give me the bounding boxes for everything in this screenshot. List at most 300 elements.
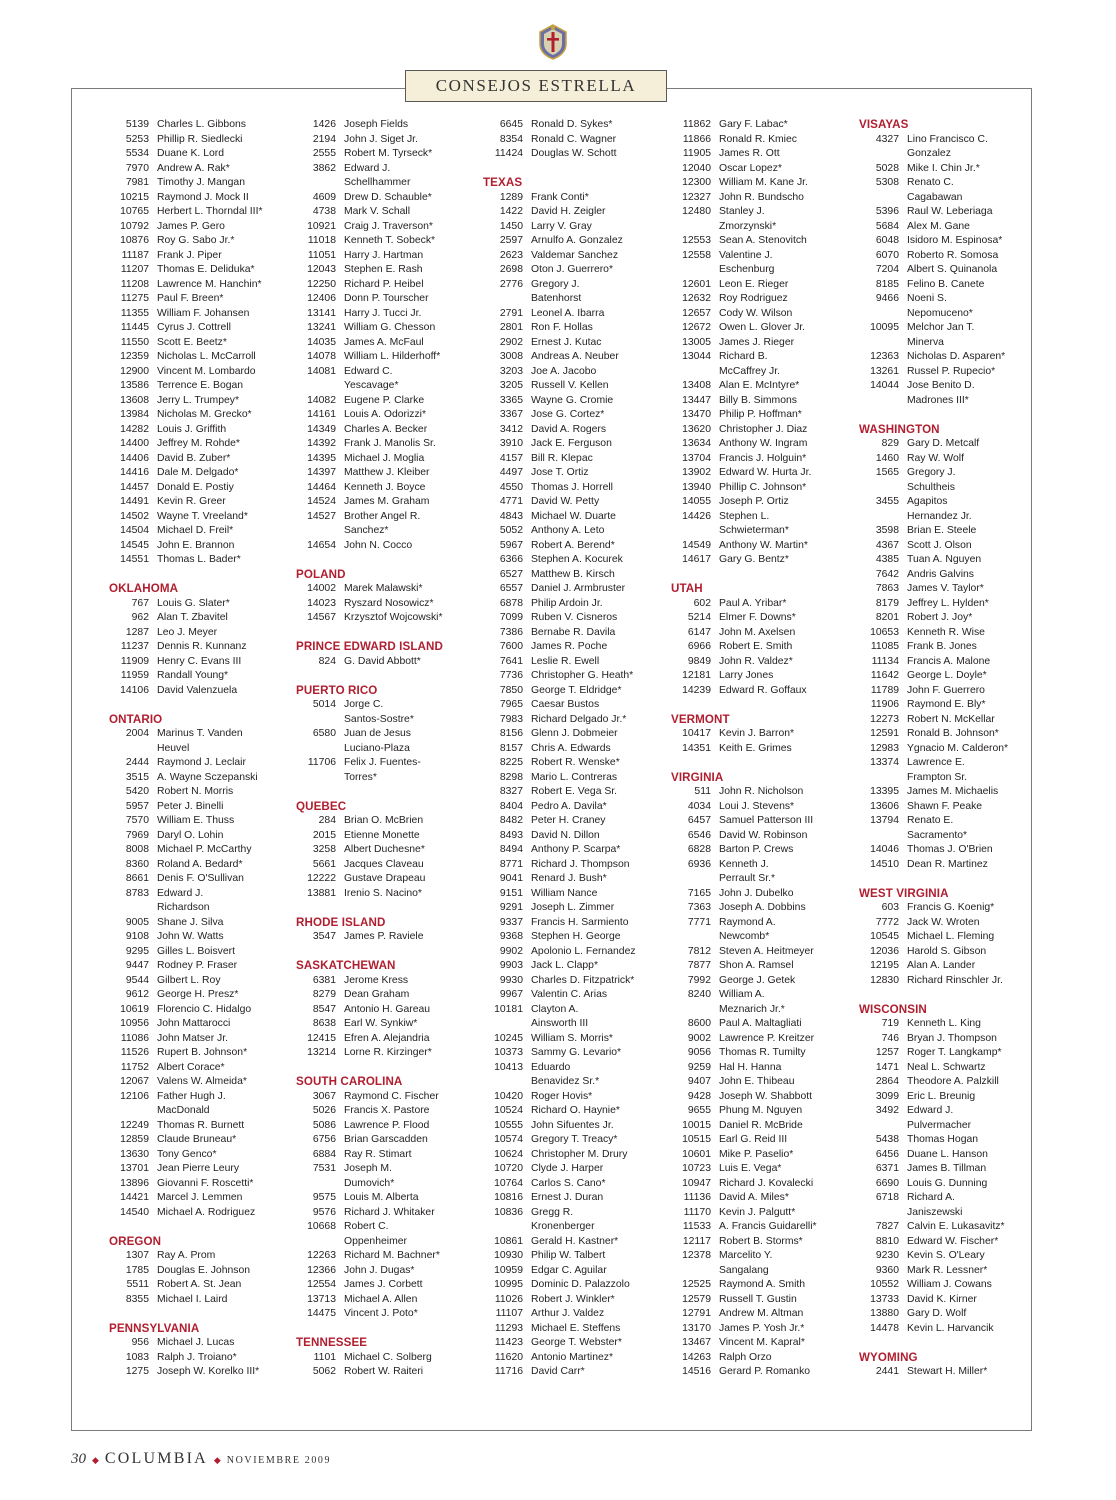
- council-number: 12195: [870, 960, 899, 971]
- grand-knight-name: Joseph W. Korelko III*: [157, 1366, 260, 1377]
- council-number: 5052: [499, 525, 523, 536]
- council-number: 1289: [499, 191, 523, 203]
- council-number: 4367: [875, 539, 899, 551]
- council-entry: [859, 742, 1008, 757]
- council-number: 11862: [682, 119, 711, 130]
- grand-knight-name: Jack L. Clapp*: [531, 960, 598, 971]
- council-entry: [483, 698, 636, 713]
- state-heading: PUERTO RICO: [296, 683, 378, 697]
- grand-knight-name: Frampton Sr.: [907, 771, 968, 783]
- grand-knight-name: MacDonald: [157, 1105, 210, 1116]
- grand-knight-name: Charles D. Fitzpatrick*: [531, 974, 635, 986]
- council-number: 10515: [682, 1134, 711, 1145]
- council-number: 6147: [687, 626, 711, 638]
- grand-knight-name: Frank J. Piper: [157, 249, 222, 261]
- council-entry: [859, 829, 1008, 844]
- council-entry: [483, 336, 636, 351]
- grand-knight-name: Meznarich Jr.*: [719, 1003, 785, 1015]
- council-number: 10861: [494, 1235, 523, 1247]
- grand-knight-name: Joseph A. Dobbins: [719, 902, 806, 913]
- grand-knight-name: Matthew J. Kleiber: [344, 467, 430, 478]
- grand-knight-name: Valentin C. Arias: [531, 989, 608, 1000]
- grand-knight-name: Arnulfo A. Gonzalez: [531, 235, 623, 246]
- council-entry: [859, 1061, 1008, 1076]
- council-entry: [109, 1104, 263, 1119]
- grand-knight-name: Sammy G. Levario*: [531, 1047, 622, 1058]
- council-entry: [296, 220, 443, 235]
- council-entry: [671, 800, 817, 815]
- council-entry: [859, 1032, 1008, 1047]
- council-entry: [109, 1017, 263, 1032]
- council-entry: [859, 524, 1008, 539]
- council-number: 10765: [120, 206, 149, 217]
- council-number: 13902: [682, 467, 711, 478]
- grand-knight-name: James P. Yosh Jr.*: [719, 1322, 805, 1334]
- council-entry: [296, 1133, 443, 1148]
- grand-knight-name: Stephen H. George: [531, 931, 621, 942]
- council-entry: [483, 1119, 636, 1134]
- council-number: 1785: [125, 1264, 149, 1276]
- grand-knight-name: John N. Cocco: [344, 539, 413, 551]
- state-heading: SASKATCHEWAN: [296, 959, 396, 972]
- section-spacer: [296, 945, 443, 960]
- council-number: 12525: [682, 1279, 711, 1290]
- grand-knight-name: Gregory J.: [907, 467, 956, 478]
- council-number: 14282: [120, 423, 149, 435]
- council-entry: [483, 814, 636, 829]
- grand-knight-name: Andrew M. Altman: [719, 1308, 804, 1319]
- council-entry: [483, 597, 636, 612]
- grand-knight-name: Robert J. Winkler*: [531, 1293, 615, 1305]
- grand-knight-name: Michael A. Rodriguez: [157, 1206, 256, 1218]
- council-entry: [859, 1162, 1008, 1177]
- council-number: 5438: [875, 1134, 899, 1145]
- council-entry: [296, 974, 443, 989]
- council-entry: [671, 843, 817, 858]
- council-entry: [296, 292, 443, 307]
- grand-knight-name: Pedro A. Davila*: [531, 800, 607, 812]
- council-entry: [296, 423, 443, 438]
- council-entry: [859, 278, 1008, 293]
- grand-knight-name: Father Hugh J.: [157, 1090, 226, 1102]
- council-entry: [671, 176, 817, 191]
- council-number: 5014: [312, 699, 336, 710]
- council-number: 14457: [120, 481, 149, 493]
- council-entry: [859, 582, 1008, 597]
- council-entry: [671, 1206, 817, 1221]
- grand-knight-name: Michael D. Freil*: [157, 525, 234, 536]
- state-heading: ONTARIO: [109, 712, 163, 726]
- council-number: 4771: [499, 496, 523, 507]
- council-entry: [671, 959, 817, 974]
- grand-knight-name: Raul W. Leberiaga: [907, 206, 993, 217]
- council-entry: [109, 655, 263, 670]
- council-number: 14044: [870, 380, 899, 391]
- council-entry: [296, 524, 443, 539]
- grand-knight-name: Nicholas D. Asparen*: [907, 351, 1006, 362]
- grand-knight-name: Kevin J. Palgutt*: [719, 1206, 796, 1218]
- council-entry: [859, 1119, 1008, 1134]
- council-number: 8185: [875, 278, 899, 290]
- council-number: 6381: [312, 974, 336, 986]
- section-spacer: [296, 1061, 443, 1076]
- council-number: 10181: [494, 1003, 523, 1015]
- grand-knight-name: Lawrence E.: [907, 757, 965, 768]
- council-number: 2801: [499, 322, 523, 333]
- grand-knight-name: Valdemar Sanchez: [531, 249, 619, 261]
- council-number: 3367: [499, 409, 523, 420]
- grand-knight-name: Ruben V. Cisneros: [531, 612, 618, 623]
- council-number: 14464: [307, 481, 336, 493]
- grand-knight-name: Louis M. Alberta: [344, 1192, 419, 1203]
- council-number: 7992: [687, 974, 711, 986]
- council-number: 6527: [499, 568, 523, 580]
- council-number: 3547: [312, 931, 336, 942]
- council-number: 7850: [499, 684, 523, 696]
- council-number: 9291: [499, 902, 523, 913]
- council-number: 6645: [499, 119, 523, 130]
- council-entry: [483, 1351, 636, 1366]
- council-entry: [671, 481, 817, 496]
- council-entry: [671, 1351, 817, 1366]
- council-number: 12067: [120, 1076, 149, 1087]
- section-spacer: [296, 1322, 443, 1337]
- grand-knight-name: Russell V. Kellen: [531, 380, 609, 391]
- council-number: 2698: [499, 264, 523, 275]
- grand-knight-name: Gonzalez: [907, 148, 951, 159]
- council-number: 11086: [120, 1032, 149, 1044]
- council-entry: [483, 713, 636, 728]
- council-entry: [483, 1017, 636, 1032]
- council-entry: [109, 771, 263, 786]
- grand-knight-name: Kevin L. Harvancik: [907, 1322, 994, 1334]
- grand-knight-name: Richard O. Haynie*: [531, 1105, 620, 1116]
- grand-knight-name: David A. Miles*: [719, 1192, 789, 1203]
- council-entry: [859, 1206, 1008, 1221]
- council-number: 9655: [687, 1105, 711, 1116]
- grand-knight-name: Harry J. Hartman: [344, 249, 424, 261]
- council-number: 2623: [499, 249, 523, 261]
- grand-knight-name: Larry Jones: [719, 670, 774, 681]
- grand-knight-name: Frank Conti*: [531, 191, 589, 203]
- council-entry: [671, 785, 817, 800]
- council-number: 12415: [307, 1032, 336, 1044]
- council-number: 14540: [120, 1206, 149, 1218]
- grand-knight-name: Timothy J. Mangan: [157, 177, 245, 188]
- council-entry: [859, 1278, 1008, 1293]
- council-number: 11107: [495, 1308, 523, 1319]
- council-number: 11905: [682, 148, 711, 159]
- grand-knight-name: Anthony W. Martin*: [719, 539, 808, 551]
- grand-knight-name: Lawrence P. Kreitzer: [719, 1032, 815, 1044]
- grand-knight-name: Christopher M. Drury: [531, 1148, 628, 1160]
- grand-knight-name: Daniel J. Armbruster: [531, 583, 626, 594]
- grand-knight-name: Hernandez Jr.: [907, 510, 972, 522]
- grand-knight-name: Henry C. Evans III: [157, 655, 242, 667]
- council-entry: [671, 495, 817, 510]
- grand-knight-name: Ernest J. Duran: [531, 1192, 604, 1203]
- council-number: 5534: [125, 148, 149, 159]
- grand-knight-name: Cody W. Wilson: [719, 307, 793, 319]
- council-entry: [483, 568, 636, 583]
- grand-knight-name: Dean R. Martinez: [907, 858, 988, 870]
- council-number: 7969: [125, 829, 149, 841]
- council-number: 12558: [682, 249, 711, 261]
- grand-knight-name: Joe A. Jacobo: [531, 365, 597, 377]
- grand-knight-name: Mark V. Schall: [344, 206, 411, 217]
- grand-knight-name: Richard Rinschler Jr.: [907, 974, 1003, 986]
- council-number: 2444: [125, 757, 149, 768]
- council-number: 8494: [499, 844, 523, 855]
- council-entry: [671, 1133, 817, 1148]
- council-entry: [483, 1032, 636, 1047]
- council-number: 11716: [494, 1366, 523, 1377]
- grand-knight-name: George T. Webster*: [531, 1337, 622, 1348]
- council-number: 9295: [125, 945, 149, 957]
- grand-knight-name: Elmer F. Downs*: [719, 612, 796, 623]
- council-entry: [671, 1336, 817, 1351]
- grand-knight-name: Robert J. Joy*: [907, 612, 973, 623]
- council-number: 6690: [875, 1177, 899, 1189]
- council-number: 11706: [307, 757, 336, 768]
- council-entry: [671, 930, 817, 945]
- council-entry: [859, 771, 1008, 786]
- council-entry: [296, 539, 443, 554]
- council-entry: [109, 756, 263, 771]
- council-entry: [109, 1032, 263, 1047]
- council-entry: [671, 147, 817, 162]
- grand-knight-name: Brother Angel R.: [344, 510, 421, 522]
- council-number: 829: [881, 438, 899, 449]
- grand-knight-name: Donn P. Tourscher: [344, 293, 429, 304]
- council-entry: [671, 234, 817, 249]
- council-entry: [296, 350, 443, 365]
- council-entry: [296, 742, 443, 757]
- council-number: 12791: [682, 1308, 711, 1319]
- grand-knight-name: Jose Benito D.: [907, 380, 975, 391]
- council-entry: [671, 1191, 817, 1206]
- council-number: 602: [693, 597, 711, 609]
- grand-knight-name: Renato E.: [907, 815, 954, 826]
- council-entry: [296, 234, 443, 249]
- council-number: 6878: [499, 597, 523, 609]
- council-entry: [859, 611, 1008, 626]
- council-entry: [483, 771, 636, 786]
- council-number: 13704: [682, 452, 711, 464]
- council-entry: [109, 684, 263, 699]
- council-number: 2902: [499, 336, 523, 348]
- council-number: 9056: [687, 1047, 711, 1058]
- grand-knight-name: Sacramento*: [907, 829, 968, 841]
- council-number: 12406: [307, 293, 336, 304]
- council-number: 1565: [875, 467, 899, 478]
- grand-knight-name: Leo J. Meyer: [157, 626, 218, 638]
- council-entry: [296, 1119, 443, 1134]
- grand-knight-name: Steven A. Heitmeyer: [719, 945, 814, 957]
- council-entry: [296, 336, 443, 351]
- council-entry: [483, 481, 636, 496]
- grand-knight-name: Randall Young*: [157, 670, 229, 681]
- council-number: 9428: [687, 1090, 711, 1102]
- council-entry: [671, 408, 817, 423]
- council-entry: [109, 466, 263, 481]
- council-entry: [483, 365, 636, 380]
- grand-knight-name: Jean Pierre Leury: [157, 1163, 240, 1174]
- council-number: 14551: [120, 554, 149, 565]
- grand-knight-name: Richard M. Bachner*: [344, 1250, 440, 1261]
- council-number: 13408: [682, 380, 711, 391]
- grand-knight-name: Brian E. Steele: [907, 525, 977, 536]
- state-heading: VISAYAS: [859, 118, 909, 131]
- grand-knight-name: Roy Rodriguez: [719, 293, 788, 304]
- council-number: 2791: [499, 307, 523, 319]
- grand-knight-name: Richard P. Heibel: [344, 278, 424, 290]
- council-entry: [859, 640, 1008, 655]
- grand-knight-name: Lawrence P. Flood: [344, 1119, 430, 1131]
- grand-knight-name: Michael E. Steffens: [531, 1322, 621, 1334]
- council-entry: [671, 133, 817, 148]
- council-number: 10653: [870, 626, 899, 638]
- council-number: 6966: [687, 641, 711, 652]
- council-entry: [109, 1191, 263, 1206]
- council-number: 11752: [120, 1061, 149, 1073]
- grand-knight-name: David Valenzuela: [157, 684, 238, 696]
- council-number: 3008: [499, 351, 523, 362]
- grand-knight-name: Ray R. Stimart: [344, 1148, 412, 1160]
- council-entry: [483, 901, 636, 916]
- council-entry: [671, 742, 817, 757]
- grand-knight-name: Wayne T. Vreeland*: [157, 510, 248, 522]
- grand-knight-name: Zmorzynski*: [719, 220, 777, 232]
- grand-knight-name: William G. Chesson: [344, 322, 436, 333]
- council-number: 14617: [682, 554, 711, 565]
- council-entry: [483, 1090, 636, 1105]
- council-entry: [483, 611, 636, 626]
- grand-knight-name: Bryan J. Thompson: [907, 1032, 997, 1044]
- grand-knight-name: Jorge C.: [344, 699, 384, 710]
- state-heading: PENNSYLVANIA: [109, 1321, 200, 1335]
- grand-knight-name: Paul F. Breen*: [157, 293, 224, 304]
- council-number: 5062: [312, 1366, 336, 1377]
- grand-knight-name: James R. Poche: [531, 641, 608, 652]
- council-number: 12900: [120, 365, 149, 377]
- council-entry: [859, 191, 1008, 206]
- council-entry: [296, 1162, 443, 1177]
- council-entry: [483, 539, 636, 554]
- council-number: 3910: [499, 438, 523, 449]
- council-entry: [859, 263, 1008, 278]
- grand-knight-name: James J. Corbett: [344, 1279, 423, 1290]
- council-entry: [296, 872, 443, 887]
- grand-knight-name: Jose G. Cortez*: [531, 409, 605, 420]
- council-entry: [296, 1003, 443, 1018]
- council-entry: [296, 278, 443, 293]
- council-entry: [483, 756, 636, 771]
- council-number: 13214: [307, 1047, 336, 1058]
- council-number: 8279: [312, 989, 336, 1000]
- council-number: 12366: [307, 1264, 336, 1276]
- grand-knight-name: Oscar Lopez*: [719, 162, 782, 174]
- council-entry: [296, 887, 443, 902]
- grand-knight-name: Joseph M.: [344, 1163, 392, 1174]
- grand-knight-name: Ronald R. Kmiec: [719, 133, 797, 145]
- council-entry: [859, 1307, 1008, 1322]
- council-entry: [296, 727, 443, 742]
- grand-knight-name: Tuan A. Nguyen: [907, 554, 982, 565]
- council-entry: [671, 321, 817, 336]
- council-number: 8638: [312, 1018, 336, 1029]
- council-entry: [109, 945, 263, 960]
- council-entry: [296, 1017, 443, 1032]
- council-entry: [483, 118, 636, 133]
- grand-knight-name: Luciano-Plaza: [344, 742, 410, 754]
- council-number: 9002: [687, 1032, 711, 1044]
- grand-knight-name: George J. Getek: [719, 974, 796, 986]
- grand-knight-name: Thomas L. Bader*: [157, 554, 241, 565]
- council-number: 12117: [682, 1235, 711, 1247]
- grand-knight-name: David H. Zeigler: [531, 206, 606, 217]
- council-number: 12040: [682, 162, 711, 174]
- council-entry: [859, 785, 1008, 800]
- grand-knight-name: Rodney P. Fraser: [157, 960, 238, 971]
- council-number: 14161: [307, 409, 336, 420]
- state-heading: OKLAHOMA: [109, 582, 179, 595]
- grand-knight-name: Giovanni F. Roscetti*: [157, 1177, 254, 1189]
- grand-knight-name: Rupert B. Johnson*: [157, 1047, 248, 1058]
- council-number: 12601: [682, 278, 711, 290]
- council-entry: [109, 611, 263, 626]
- grand-knight-name: Oton J. Guerrero*: [531, 264, 614, 275]
- council-number: 13005: [682, 336, 711, 348]
- grand-knight-name: Gustave Drapeau: [344, 873, 426, 884]
- page-footer: [71, 1450, 331, 1468]
- grand-knight-name: Pulvermacher: [907, 1119, 972, 1131]
- grand-knight-name: Heuvel: [157, 742, 190, 754]
- council-number: 13984: [120, 409, 149, 420]
- council-entry: [296, 437, 443, 452]
- council-number: 9575: [312, 1192, 336, 1203]
- council-number: 14510: [870, 858, 899, 870]
- column-3: [483, 118, 636, 1380]
- grand-knight-name: John J. Siget Jr.: [344, 133, 418, 145]
- grand-knight-name: Schultheis: [907, 481, 955, 493]
- council-entry: [859, 220, 1008, 235]
- grand-knight-name: Loui J. Stevens*: [719, 800, 795, 812]
- council-number: 2864: [875, 1076, 899, 1087]
- council-number: 603: [881, 902, 899, 913]
- grand-knight-name: Edgar C. Aguilar: [531, 1264, 607, 1276]
- grand-knight-name: Jack W. Wroten: [907, 916, 980, 928]
- council-entry: [483, 220, 636, 235]
- grand-knight-name: Arthur J. Valdez: [531, 1308, 605, 1319]
- council-entry: [109, 930, 263, 945]
- council-number: 6557: [499, 583, 523, 594]
- council-number: 10373: [494, 1047, 523, 1058]
- grand-knight-name: Madrones III*: [907, 394, 969, 406]
- grand-knight-name: John Sifuentes Jr.: [531, 1119, 614, 1131]
- grand-knight-name: Joseph W. Shabbott: [719, 1090, 812, 1102]
- council-entry: [109, 379, 263, 394]
- grand-knight-name: Ralph Orzo: [719, 1351, 772, 1363]
- council-entry: [859, 1148, 1008, 1163]
- grand-knight-name: Paul A. Yribar*: [719, 597, 787, 609]
- council-entry: [859, 1017, 1008, 1032]
- council-number: 14504: [120, 525, 149, 536]
- council-number: 11018: [307, 235, 336, 246]
- grand-knight-name: Gilles L. Boisvert: [157, 945, 235, 957]
- council-number: 12859: [120, 1134, 149, 1145]
- council-number: 12632: [682, 293, 711, 304]
